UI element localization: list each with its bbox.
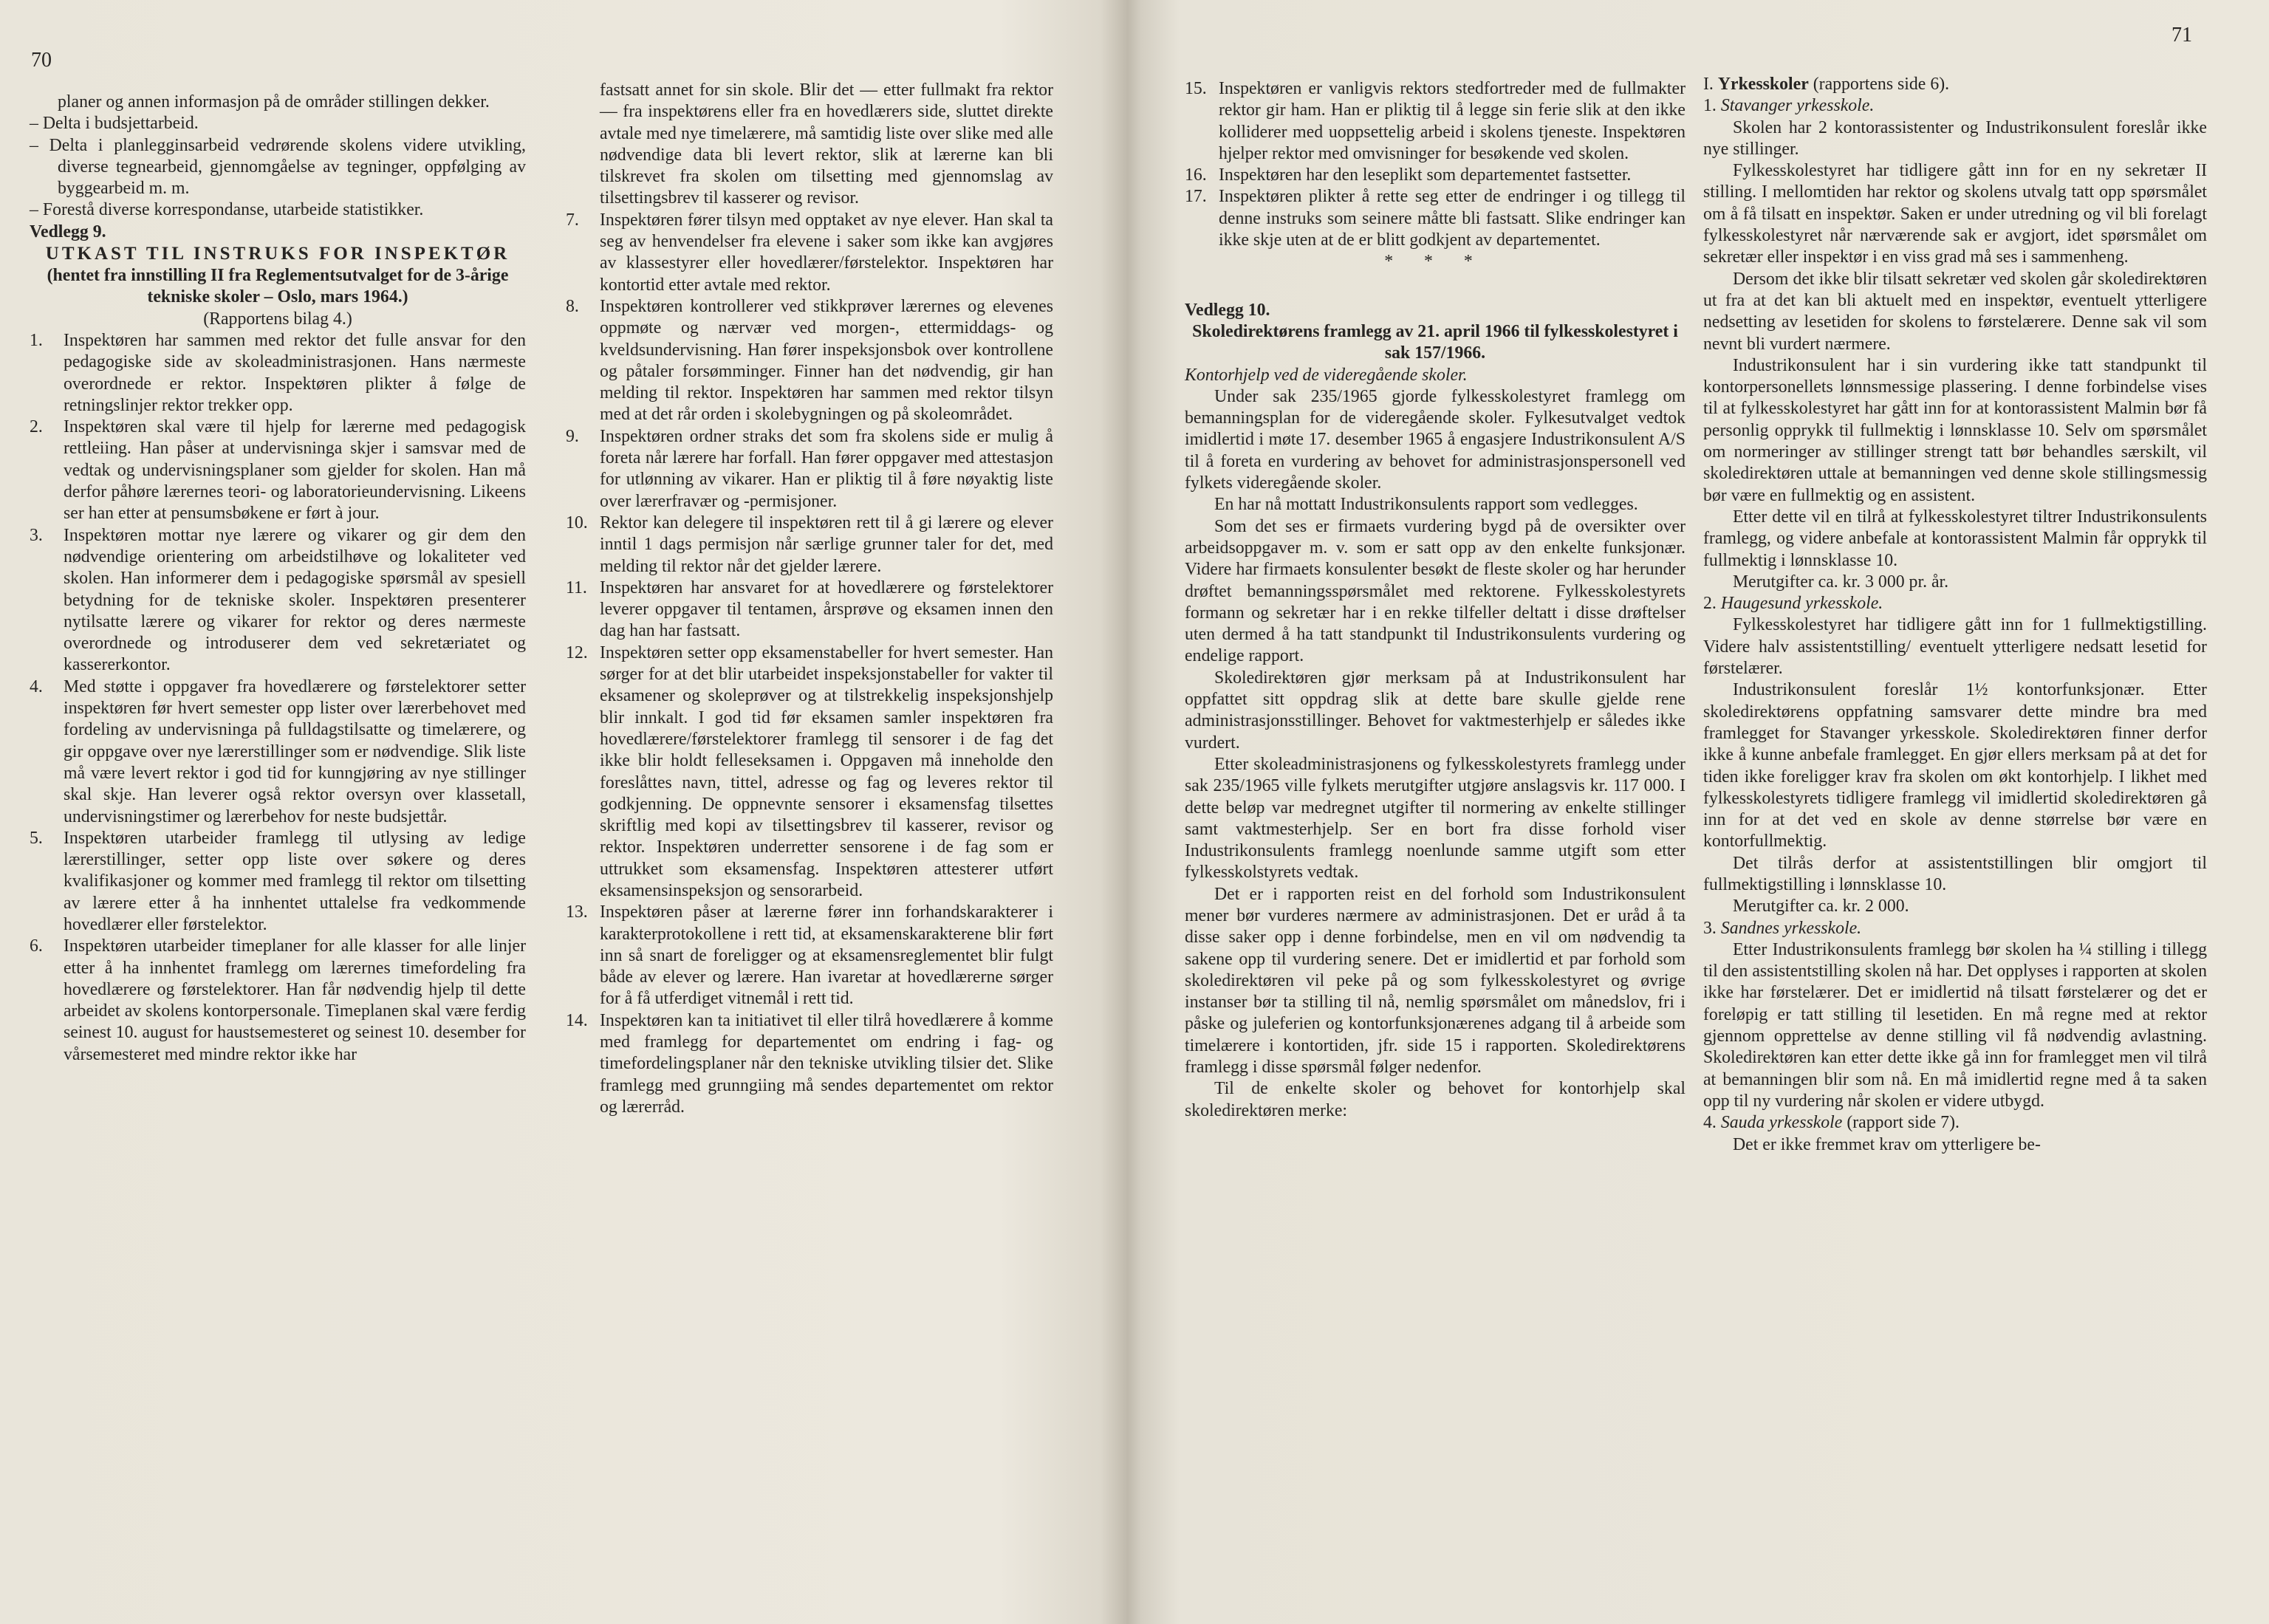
list-item: 7. Inspektøren fører tilsyn med opptaket av nye elever. Han skal ta seg av henvendelser fra elevene i saker som ikke kan avgjøres av klassestyrer eller hovedlærer/førstelektor. Inspektøren har kontortid etter avtale med rektor. (566, 210, 1053, 295)
dash-item-1: planer og annen informasjon på de områder stillingen dekker. (58, 92, 490, 112)
left-page (0, 0, 1130, 1624)
vedlegg-9-label: Vedlegg 9. (30, 222, 106, 241)
paragraph: Industrikonsulent har i sin vurdering ikke tatt standpunkt til kontorpersonellets lønnsmessige plassering. I denne forbindelse vises til at fylkesskolestyret har gått inn for at kontorassistent Malmin bør få personlig opprykk til fullmektig i lønnsklasse 10. Selv om spørsmålet om normeringer av stillinger strengt tatt bør behandles særskilt, vil skoledirektøren uttale at bemanningen ved denne skole stillingsmessig bør være en fullmektig og en assistent. (1703, 355, 2207, 505)
paragraph: Som det ses er firmaets vurdering bygd på de oversikter over arbeidsoppgaver m. v. som er satt opp av den enkelte funksjonær. Videre har firmaets konsulenter besøkt de fleste skoler og har herunder drøftet bemanningsspørsmålet med rektorene. Fylkesskolestyrets formann og sekretær har i en rekke tilfeller deltatt i disse drøftelser uten dermed å ha tatt standpunkt til Industrikonsulents vurdering og endelige rapport. (1185, 516, 1686, 666)
paragraph: Fylkesskolestyret har tidligere gått inn for en ny sekretær II stilling. I mellomtiden har rektor og skolens utvalg tatt opp spørsmålet om å få tilsatt en inspektør. Saken er under utredning og vil bli forelagt fylkesskolestyret når nærværende sak er avgjort, idet spørsmålet om sekretær eller inspektør i en viss grad må ses i sammenheng. (1703, 161, 2207, 267)
continuation-text: fastsatt annet for sin skole. Blir det — etter fullmakt fra rektor — fra inspektørens eller fra en hovedlærers side, sluttet direkte avtale med nye timelærere, må samtidig liste over slike med alle nødvendige data bli levert rektor, slik at lærerne kan bli tilskrevet fra skolen om tilsetting med gjennomslag av tilsettingsbrev til kasserer og revisor. (600, 80, 1053, 208)
paragraph: Det er i rapporten reist en del forhold som Industrikonsulent mener bør vurderes nærmere av administrasjonen. Det er uråd å ta disse saker opp i denne forbindelse, men en vil om nødvendig ta sakene opp til vurdering senere. Det er imidlertid et par forhold som skoledirektøren vil peke på og som fylkesskolestyret og øvrige instanser bør ta stilling til nå, nemlig spørsmålet om månedslov, fri i påske og juleferien og kontorfunksjonærenes adgang til å arbeide som timelærere i kontortiden, jfr. side 15 i rapporten. Skoledirektørens framlegg i disse spørsmål følger nedenfor. (1185, 884, 1686, 1077)
list-item: 13. Inspektøren påser at lærerne fører inn forhandskarakterer i karakterprotokollene i rett tid, at eksamenskarakterene blir ført inn så snart de foreligger og at eksamensreglementet blir fulgt både av elever og lærere. Han ivaretar at hovedlærerne sørger for å få utferdiget vitnemål i rett tid. (566, 902, 1053, 1009)
dash-item-2: – Delta i budsjettarbeid. (30, 114, 199, 134)
instruction-bilag: (Rapportens bilag 4.) (203, 309, 352, 329)
list-item: 15. Inspektøren er vanligvis rektors stedfortreder med de fullmakter rektor gir ham. Han er pliktig til å legge sin ferie slik at den ikke kolliderer med uoppsettelig arbeid i skolens tjeneste. Inspektøren hjelper rektor med omvisninger for besøkende ved skolen. (1185, 79, 1686, 163)
list-item: 12. Inspektøren setter opp eksamenstabeller for hvert semester. Han sørger for at det blir utarbeidet inspeksjonstabeller for vakter til eksamener og skoleprøver og at tilstrekkelig inspeksjonshjelp blir innkalt. I god tid før eksamen samler inspektøren fra hovedlærere/førstelektorer framlegg til sensorer i de fag det ikke blir holdt felleseksamen i. Oppgaven må inneholde den foreslåttes navn, tittel, adresse og fag og leveres rektor til godkjenning. De oppnevnte sensorer i eksamensfag tilsettes skriftlig med kopi av tilsettingsbrev til kasserer, revisor og rektor. Inspektøren underretter sensorene i de fag som er uttrukket som eksamensfag. Inspektøren attesterer utført eksamensinspeksjon og sensorarbeid. (566, 643, 1053, 900)
paragraph: Merutgifter ca. kr. 3 000 pr. år. (1733, 572, 1949, 592)
list-item: 10. Rektor kan delegere til inspektøren rett til å gi lærere og elever inntil 1 dags permisjon når særlige grunner taler for det, med melding til rektor når det gjelder lærere. (566, 513, 1053, 576)
instruction-title: UTKAST TIL INSTRUKS FOR INSPEKTØR (45, 244, 510, 264)
page-number-right: 71 (2172, 24, 2192, 47)
paragraph: Under sak 235/1965 gjorde fylkesskolestyret framlegg om bemanningsplan for de videregående skoler. Fylkesutvalget vedtok imidlertid i møte 17. desember 1965 å engasjere Industrikonsulent A/S til å foreta en vurdering av behovet for administrasjonspersonell ved fylkets videregående skoler. (1185, 386, 1686, 493)
section-heading-yrkesskoler: I. Yrkesskoler (rapportens side 6). (1703, 75, 1950, 94)
list-item: 9. Inspektøren ordner straks det som fra skolens side er mulig å foreta når lærere har forfall. Han fører oppgaver med attestasjon for utlønning av vikarer. Han er pliktig til å føre nøyaktig liste over lærerfravær og -permisjoner. (566, 426, 1053, 511)
paragraph: Til de enkelte skoler og behovet for kontorhjelp skal skoledirektøren merke: (1185, 1079, 1686, 1120)
framlegg-title: Skoledirektørens framlegg av 21. april 1966 til fylkesskolestyret i sak 157/1966. (1192, 321, 1678, 363)
list-item: 4. Med støtte i oppgaver fra hovedlærere og førstelektorer setter inspektøren før hvert semester opp lister over lærerbehovet med fordeling av undervisninga på fulldagstilsatte og timelærere, og gir oppgave over nye lærerstillinger som er nødvendige. Slik liste må være levert rektor i god tid for kunngjøring av nye stillinger skal skje. Han leverer også rektor oversyn over klassetall, undervisningstimer og lærerbehov for neste budsjettår. (30, 676, 526, 826)
section-stars: * * * (1384, 252, 1486, 272)
subheading: 2. Haugesund yrkesskole. (1703, 594, 1883, 614)
section-heading: Kontorhjelp ved de videregående skoler. (1185, 365, 1468, 385)
subheading: 4. Sauda yrkesskole (rapport side 7). (1703, 1113, 1960, 1133)
dash-item-4: – Forestå diverse korrespondanse, utarbeide statistikker. (30, 200, 424, 220)
list-item: 2. Inspektøren skal være til hjelp for lærerne med pedagogisk rettleiing. Han påser at undervisninga skjer i samsvar med de vedtak og undervisningsplaner som gjelder for skolen. Han må derfor påhøre lærernes teori- og laboratorieundervisning. Likeens ser han etter at pensumsbøkene er ført à jour. (30, 417, 526, 524)
list-item: 8. Inspektøren kontrollerer ved stikkprøver lærernes og elevenes oppmøte og nærvær ved morgen-, ettermiddags- og kveldsundervisning. Han fører inspeksjonsbok over kontrollene og påtaler forsømminger. Finner han det nødvendig, gir han melding til rektor. Inspektøren har sammen med rektor tilsyn med at det rår orden i skolebygningen og på skoleområdet. (566, 296, 1053, 425)
paragraph: Etter Industrikonsulents framlegg bør skolen ha ¼ stilling i tillegg til den assistentstilling skolen nå har. Det opplyses i rapporten at skolen ikke har førstelærer. Det er imidlertid nå tilsatt førstelærer og det er foreløpig er tatt stilling til lesetiden. En må regne med at rektor gjennom opprettelse av denne stilling vil få nødvendig avlastning. Skoledirektøren kan etter dette ikke gå inn for framlegget men vil tilrå at bemanningen blir som nå. En må imidlertid regne med å ta saken opp til ny vurdering når skolen er videre utbygd. (1703, 939, 2207, 1111)
right-column-1 (1185, 78, 1686, 1122)
paragraph: Det er ikke fremmet krav om ytterligere be- (1733, 1134, 2041, 1154)
instruction-subtitle: (hentet fra innstilling II fra Reglementsutvalget for de 3-årige tekniske skoler – Oslo, mars 1964.) (47, 266, 509, 307)
paragraph: Merutgifter ca. kr. 2 000. (1733, 897, 1909, 917)
page-number-left: 70 (31, 49, 52, 72)
paragraph: En har nå mottatt Industrikonsulents rapport som vedlegges. (1214, 495, 1638, 515)
list-item: 14. Inspektøren kan ta initiativet til eller tilrå hovedlærere å komme med framlegg for departementet om endring i fag- og timefordelingsplaner når den tekniske utvikling tilsier det. Slike framlegg med grunngiing må sendes departementet om rektor og lærerråd. (566, 1010, 1053, 1117)
paragraph: Industrikonsulent foreslår 1½ kontorfunksjonær. Etter skoledirektørens oppfatning samsvarer dette mindre bra med framlegget for Stavanger yrkesskole. Skoledirektøren finner derfor ikke å kunne anbefale framlegget. En gjør ellers merksam på at det for tiden ikke foreligger krav fra skolen om økt kontorhjelp. I likhet med fylkesskolestyrets tidligere framlegg vil imidlertid skoledirektøren gå inn for at det ved en skole av denne størrelse bør være en kontorfullmektig. (1703, 680, 2207, 852)
list-item: 16. Inspektøren har den leseplikt som departementet fastsetter. (1185, 165, 1632, 185)
paragraph: Det tilrås derfor at assistentstillingen blir omgjort til fullmektigstilling i lønnsklasse 10. (1703, 853, 2207, 894)
paragraph: Skolen har 2 kontorassistenter og Industrikonsulent foreslår ikke nye stillinger. (1703, 117, 2207, 159)
list-item: 11. Inspektøren har ansvaret for at hovedlærere og førstelektorer leverer oppgaver til tentamen, årsprøve og eksamen innen den dag han har fastsatt. (566, 578, 1053, 641)
right-column-2 (1703, 74, 2207, 1156)
paragraph: Fylkesskolestyret har tidligere gått inn for 1 fullmektigstilling. Videre halv assistentstilling/ eventuelt ytterligere nedsatt lesetid for førstelærer. (1703, 615, 2207, 679)
paragraph: Dersom det ikke blir tilsatt sekretær ved skolen går skoledirektøren ut fra at det kan bli aktuelt med en inspektør, eventuelt ytterligere nedsetting av lesetiden for skolens to førstelærere. Denne sak vil som nevnt bli vurdert nærmere. (1703, 269, 2207, 354)
dash-item-3: – Delta i planlegginsarbeid vedrørende skolens videre utvikling, diverse tegnearbeid, gjennomgåelse av tegninger, oppfølging av byggearbeid m. m. (30, 135, 526, 199)
subheading: 3. Sandnes yrkesskole. (1703, 918, 1862, 938)
right-page (1130, 0, 2269, 1624)
list-item: 17. Inspektøren plikter å rette seg etter de endringer i og tillegg til denne instruks som seinere måtte bli fastsatt. Slike endringer kan ikke skje uten at de er blitt godkjent av departementet. (1185, 187, 1686, 250)
list-item: 5. Inspektøren utarbeider framlegg til utlysing av ledige lærerstillinger, setter opp liste over søkere og deres kvalifikasjoner og kommer med framlegg til rektor om tilsetting av lærere etter å ha innhentet uttalelse fra vedkommende hovedlærer eller førstelektor. (30, 828, 526, 934)
list-item: 6. Inspektøren utarbeider timeplaner for alle klasser for alle linjer etter å ha innhentet framlegg om lærernes timefordeling fra hovedlærere og førstelektorer. Han får nødvendig hjelp til dette arbeidet av skolens kontorpersonale. Timeplanen skal være ferdig seinest 10. august for haustsemesteret og seinest 10. desember for vårsemesteret med mindre rektor ikke har (30, 936, 526, 1064)
left-column-2 (566, 80, 1053, 1118)
vedlegg-10-label: Vedlegg 10. (1185, 300, 1270, 320)
list-item: 3. Inspektøren mottar nye lærere og vikarer og gir dem den nødvendige orientering om arbeidstilhøve og lokaliteter ved skolen. Han informerer dem i pedagogiske spørsmål av spesiell betydning for de tekniske skoler. Inspektøren presenterer nytilsatte lærere og vikarer for rektor og deres nærmeste overordnede og introduserer dem ved sekretæriatet og kassererkontor. (30, 525, 526, 675)
paragraph: Etter skoleadministrasjonens og fylkesskolestyrets framlegg under sak 235/1965 ville fylkets merutgifter utgjøre anslagsvis kr. 117 000. I dette beløp var medregnet utgifter til normering av enkelte stillinger samt vaktmesterhjelp. Ser en bort fra disse forhold viser Industrikonsulents framlegg noenlunde samme utgift som etter fylkesskolstyrets vedtak. (1185, 754, 1686, 883)
subheading: 1. Stavanger yrkesskole. (1703, 96, 1875, 116)
list-item: 1. Inspektøren har sammen med rektor det fulle ansvar for den pedagogiske side av skoleadministrasjonen. Hans nærmeste overordnede er rektor. Inspektøren plikter å følge de retningslinjer rektor trekker opp. (30, 330, 526, 415)
paragraph: Etter dette vil en tilrå at fylkesskolestyret tiltrer Industrikonsulents framlegg, og videre anbefale at kontorassistent Malmin får opprykk til fullmektig i lønnsklasse 10. (1703, 507, 2207, 570)
left-column-1 (30, 92, 526, 1066)
paragraph: Skoledirektøren gjør merksam på at Industrikonsulent har oppfattet sitt oppdrag slik at dette bare skulle gjelde rene administrasjonsstillinger. Behovet for vaktmesterhjelp er således ikke vurdert. (1185, 668, 1686, 753)
